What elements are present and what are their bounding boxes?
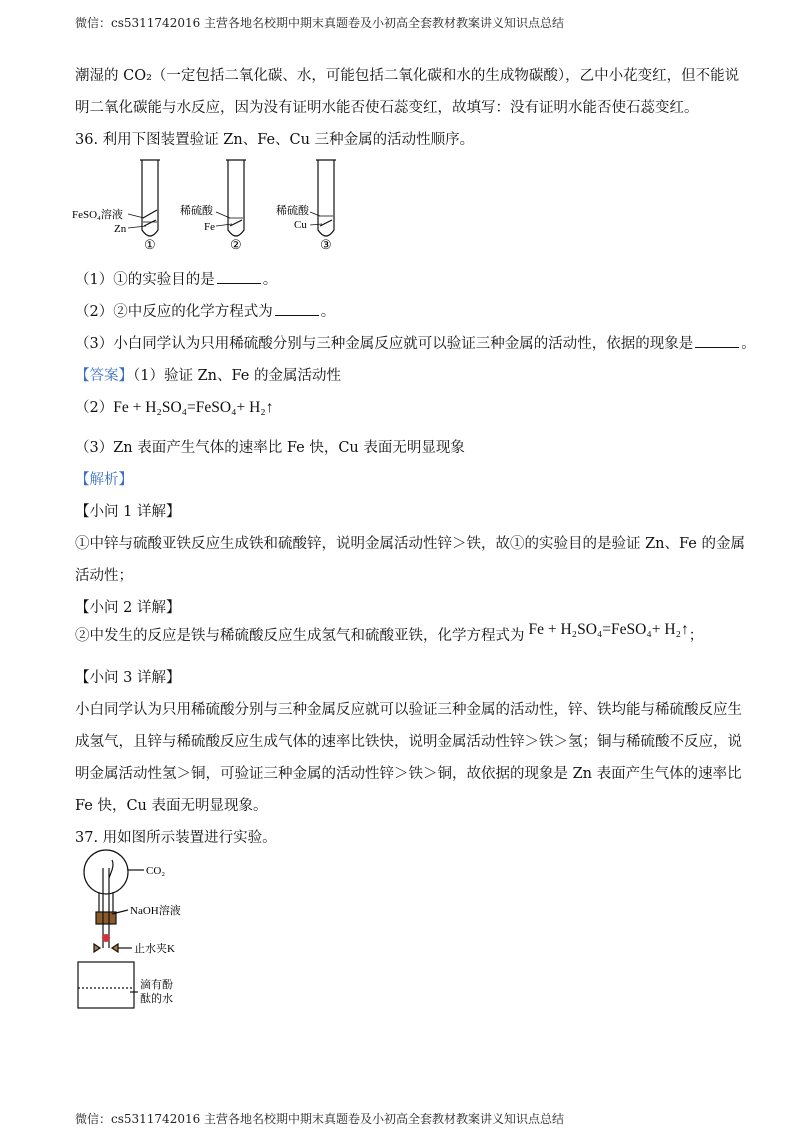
tube1-metal-label: Zn [114, 223, 127, 235]
q36-sub1 [75, 268, 277, 289]
tube2-number: ② [230, 237, 242, 252]
answer-blank-3 [695, 334, 739, 348]
footer-watermark: 微信：cs5311742016 主营各地名校期中期末真题卷及小初高全套教材教案讲义知识点总结 [75, 1112, 565, 1126]
tube3-number: ③ [320, 237, 332, 252]
answer-1: （1）验证 Zn、Fe 的金属活动性 [133, 368, 341, 384]
detail-2-line [75, 621, 704, 645]
answer-line-1 [75, 364, 341, 385]
q36-test-tubes-figure [70, 156, 370, 252]
answer-blank-2 [275, 302, 319, 316]
q36-sub3 [75, 332, 756, 353]
header-watermark: 微信：cs5311742016 主营各地名校期中期末真题卷及小初高全套教材教案讲义知识点总结 [75, 16, 565, 30]
prev-line-1: 潮湿的 CO₂（一定包括二氧化碳、水，可能包括二氧化碳和水的生成物碳酸），乙中小花变红，但不能说 [75, 68, 740, 84]
answer-2-label: （2） [75, 400, 114, 416]
q37-apparatus-figure [72, 848, 222, 1018]
red-droplet [102, 934, 110, 942]
clamp-k-icon [94, 944, 118, 952]
answer-tag: 【答案】 [75, 368, 133, 384]
detail-3-line-4: Fe 快，Cu 表面无明显现象。 [75, 798, 268, 814]
q36-sub2-end: 。 [320, 304, 336, 320]
tube1-number: ① [144, 237, 156, 252]
test-tube-1 [140, 160, 160, 236]
q36-sub1-text: （1）①的实验目的是 [75, 272, 215, 288]
detail-1-line-1: ①中锌与硫酸亚铁反应生成铁和硫酸锌，说明金属活动性锌＞铁，故①的实验目的是验证 Zn、Fe 的金属 [75, 536, 745, 552]
analysis-tag: 【解析】 [75, 472, 133, 488]
beaker [78, 962, 134, 1008]
tube3-metal-label: Cu [294, 219, 307, 231]
detail-2-equation: Fe + H₂SO₄=FeSO₄+ H₂↑ [528, 621, 689, 638]
answer-3: （3）Zn 表面产生气体的速率比 Fe 快，Cu 表面无明显现象 [75, 440, 465, 456]
water-label-2: 酞的水 [140, 993, 173, 1005]
detail-3-line-3: 明金属活动性氢＞铜，可验证三种金属的活动性锌＞铁＞铜，故依据的现象是 Zn 表面产生气体的速率比 [75, 766, 742, 782]
co2-label: CO₂ [146, 865, 166, 877]
q36-sub3-text: （3）小白同学认为只用稀硫酸分别与三种金属反应就可以验证三种金属的活动性，依据的现象是 [75, 336, 694, 352]
round-flask [84, 850, 128, 894]
detail-2-end: ； [688, 628, 704, 644]
detail-2-title: 【小问 2 详解】 [75, 600, 181, 616]
detail-3-line-1: 小白同学认为只用稀硫酸分别与三种金属反应就可以验证三种金属的活动性，锌、铁均能与稀硫酸反应生 [75, 702, 742, 718]
tube3-reagent-label: 稀硫酸 [276, 205, 309, 217]
detail-1-line-2: 活动性； [75, 568, 133, 584]
detail-1-title: 【小问 1 详解】 [75, 504, 181, 520]
detail-3-line-2: 成氢气，且锌与稀硫酸反应生成气体的速率比铁快，说明金属活动性锌＞铁＞氢；铜与稀硫酸不反应，说 [75, 734, 742, 750]
q36-sub1-end: 。 [262, 272, 278, 288]
clamp-label: 止水夹K [134, 943, 175, 955]
q36-sub2 [75, 300, 335, 321]
detail-3-title: 【小问 3 详解】 [75, 670, 181, 686]
answer-line-2 [75, 396, 273, 417]
answer-blank-1 [217, 270, 261, 284]
naoh-label: NaOH溶液 [130, 905, 181, 917]
q36-stem: 36. 利用下图装置验证 Zn、Fe、Cu 三种金属的活动性顺序。 [75, 132, 475, 148]
tube1-reagent-label: FeSO₄溶液 [72, 209, 123, 221]
detail-2-text: ②中发生的反应是铁与稀硫酸反应生成氢气和硫酸亚铁，化学方程式为 [75, 628, 525, 644]
q36-sub2-text: （2）②中反应的化学方程式为 [75, 304, 273, 320]
tube2-reagent-label: 稀硫酸 [180, 205, 213, 217]
prev-line-2: 明二氧化碳能与水反应，因为没有证明水能否使石蕊变红，故填写：没有证明水能否使石蕊变红。 [75, 100, 699, 116]
q37-stem: 37. 用如图所示装置进行实验。 [75, 830, 277, 846]
q36-sub3-end: 。 [741, 336, 756, 352]
tube2-metal-label: Fe [204, 221, 215, 233]
water-label-1: 滴有酚 [140, 979, 173, 991]
answer-2-equation: Fe + H₂SO₄=FeSO₄+ H₂↑ [113, 399, 274, 416]
